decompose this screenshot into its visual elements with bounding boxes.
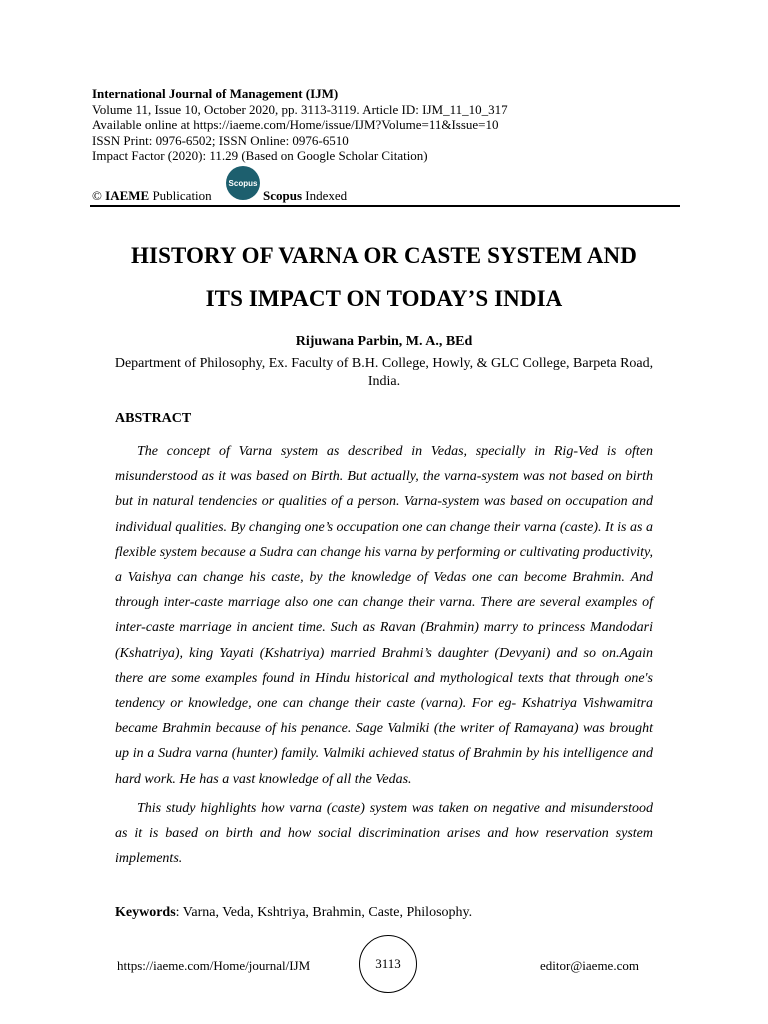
journal-header bbox=[92, 86, 682, 164]
title-line-1: HISTORY OF VARNA OR CASTE SYSTEM AND bbox=[131, 243, 637, 268]
footer-url[interactable]: https://iaeme.com/Home/journal/IJM bbox=[117, 958, 311, 973]
journal-name: International Journal of Management (IJM) bbox=[92, 86, 339, 101]
keywords-values: : Varna, Veda, Kshtriya, Brahmin, Caste, Philosophy. bbox=[175, 905, 473, 920]
keywords-line bbox=[115, 905, 472, 921]
author-name: Rijuwana Parbin, M. A., BEd bbox=[295, 334, 473, 349]
publisher-line bbox=[92, 188, 212, 204]
abstract-paragraph-2: This study highlights how varna (caste) system was taken on negative and misunderstood as it is based on birth and how social discrimination arises and how reservation system implements. bbox=[115, 800, 653, 867]
volume-info: Volume 11, Issue 10, October 2020, pp. 3113-3119. Article ID: IJM_11_10_317 bbox=[92, 101, 508, 117]
abstract-paragraph-1: The concept of Varna system as described in Vedas, specially in Rig-Ved is often misunderstood as it was based on Birth. But actually, the varna-system was not based on birth but in natural tendencies or qualities of a person. Varna-system was based on occupation and individual qualities. By changing one’s occupation one can change their varna (caste). It is as a flexible system because a Sudra can change his varna by performing or cultivating productivity, a Vaishya can change his caste, by the knowledge of Vedas one can become Brahmin. And through inter-caste marriage also one can change their varna. There are several examples of inter-caste marriage in ancient time. Such as Ravan (Brahmin) marry to princess Mandodari (Kshatriya), king Yayati (Kshatriya) married Brahmi’s daughter (Devyani) and so on.Again there are some examples found in Hindu historical and mythological texts that through one's tendency or knowledge, one can change their caste (varna). For eg- Kshatriya Vishwamitra became Brahmin because of his penance. Sage Valmiki (the writer of Ramayana) was brought up in a Sudra varna (hunter) family. Valmiki achieved status of Brahmin by his intelligence and hard work. He has a vast knowledge of all the Vedas. bbox=[115, 444, 653, 787]
scopus-word: Scopus bbox=[263, 188, 303, 203]
page-number: 3113 bbox=[375, 956, 401, 971]
available-online: Available online at https://iaeme.com/Home/issue/IJM?Volume=11&Issue=10 bbox=[92, 117, 499, 132]
indexed-word: Indexed bbox=[305, 188, 348, 203]
impact-factor: Impact Factor (2020): 11.29 (Based on Google Scholar Citation) bbox=[92, 148, 428, 163]
issn-info: ISSN Print: 0976-6502; ISSN Online: 0976-6510 bbox=[92, 132, 349, 148]
title-line-2: ITS IMPACT ON TODAY’S INDIA bbox=[205, 286, 563, 311]
paper-title bbox=[60, 234, 708, 320]
scopus-logo-icon bbox=[226, 166, 260, 200]
scopus-badge-text: Scopus bbox=[228, 178, 258, 188]
keywords-label: Keywords bbox=[115, 905, 176, 920]
header-divider bbox=[90, 205, 680, 207]
publisher-suffix: Publication bbox=[152, 188, 212, 203]
publisher-name: IAEME bbox=[105, 188, 150, 203]
author-affiliation: Department of Philosophy, Ex. Faculty of B.H. College, Howly, & GLC College, Barpeta Road, India. bbox=[114, 356, 654, 389]
abstract-heading: ABSTRACT bbox=[115, 411, 192, 426]
scopus-indexed-label bbox=[263, 188, 347, 204]
copyright-symbol: © bbox=[92, 188, 102, 203]
page-number-circle bbox=[359, 935, 417, 993]
abstract-body bbox=[115, 439, 653, 875]
footer-email[interactable]: editor@iaeme.com bbox=[540, 958, 639, 973]
